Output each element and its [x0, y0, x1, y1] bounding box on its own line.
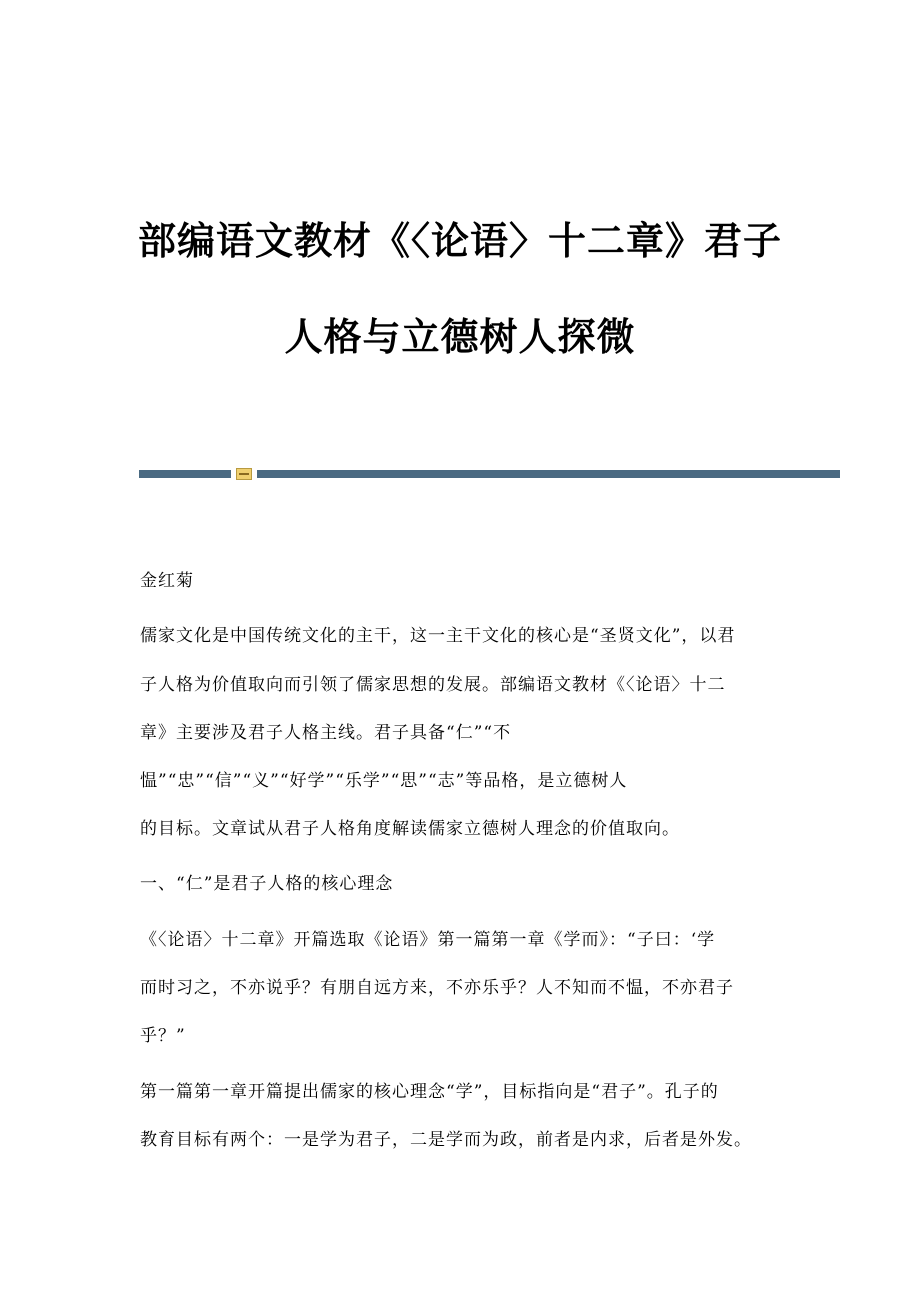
document-title-line-2: 人格与立德树人探微	[284, 315, 636, 359]
body-line: 《〈论语〉十二章》开篇选取《论语》第一篇第一章《学而》：“子曰：‘学	[140, 930, 716, 950]
body-line: 儒家文化是中国传统文化的主干，这一主干文化的核心是“圣贤文化”，以君	[140, 626, 736, 646]
body-line: 愠”“忠”“信”“义”“好学”“乐学”“思”“志”等品格，是立德树人	[140, 771, 628, 791]
body-line: 的目标。文章试从君子人格角度解读儒家立德树人理念的价值取向。	[140, 819, 680, 839]
body-line: 章》主要涉及君子人格主线。君子具备“仁”“不	[140, 723, 512, 743]
title-divider-right	[257, 470, 840, 478]
body-line: 教育目标有两个：一是学为君子，二是学而为政，前者是内求，后者是外发。	[140, 1130, 752, 1150]
body-line: 第一篇第一章开篇提出儒家的核心理念“学”，目标指向是“君子”。孔子的	[140, 1082, 719, 1102]
section-heading: 一、“仁”是君子人格的核心理念	[140, 874, 394, 894]
body-line: 而时习之，不亦说乎？有朋自远方来，不亦乐乎？人不知而不愠，不亦君子	[140, 978, 734, 998]
document-title-line-1: 部编语文教材《〈论语〉十二章》君子	[137, 219, 782, 263]
body-line: 乎？”	[140, 1026, 186, 1046]
divider-ornament-icon	[236, 468, 252, 480]
body-line: 子人格为价值取向而引领了儒家思想的发展。部编语文教材《〈论语〉十二	[140, 675, 726, 695]
author-name: 金红菊	[140, 571, 194, 591]
title-divider-left	[139, 470, 231, 478]
